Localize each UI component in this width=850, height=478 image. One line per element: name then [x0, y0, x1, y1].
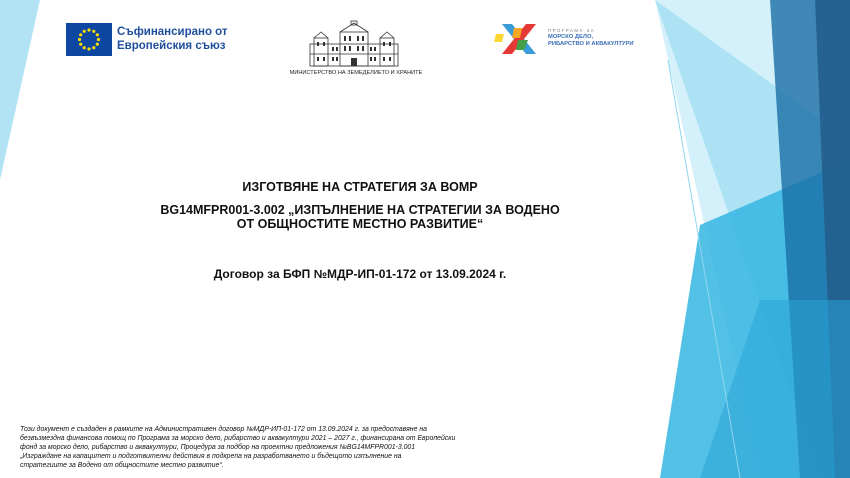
disclaimer-footnote: [20, 426, 588, 471]
footnote-line4: „Изграждане на капацитет и подготвителни действия в подкрепа на разработването и бъдещото изпълнение на: [20, 452, 402, 460]
programme-label: [548, 27, 634, 49]
programme-label-line2: МОРСКО ДЕЛО,: [548, 34, 594, 41]
procedure-subtitle: [100, 203, 620, 231]
eu-cofunded-label: [117, 25, 228, 53]
page-title: ИЗГОТВЯНЕ НА СТРАТЕГИЯ ЗА ВОМР: [242, 180, 478, 194]
eu-label-line1: Съфинансирано от: [117, 26, 228, 38]
eu-label-line2: Европейския съюз: [117, 40, 226, 52]
ministry-building-icon: [304, 20, 404, 68]
footnote-line3: фонд за морско дело, рибарство и аквакултури, Процедура за подбор на проектни предложения №BG14MFPR001-3.001: [20, 443, 416, 451]
eu-flag-icon: [66, 23, 112, 56]
footnote-line2: безвъзмездна финансова помощ по Програма за морско дело, рибарство и аквакултури 2021 – 2027 г., финансирана от Европейски: [20, 434, 456, 442]
programme-label-line1: ПРОГРАМА ЗА: [548, 28, 596, 33]
footnote-line1: Този документ е създаден в рамките на Административен договор №МДР-ИП-01-172 от 13.09.2024 г. за предоставяне на: [20, 426, 427, 433]
programme-x-logo-icon: [494, 20, 544, 58]
subtitle-line2: ОТ ОБЩНОСТИТЕ МЕСТНО РАЗВИТИЕ“: [236, 217, 484, 231]
left-light-triangle: [0, 0, 40, 180]
subtitle-line1: BG14MFPR001-3.002 „ИЗПЪЛНЕНИЕ НА СТРАТЕГИИ ЗА ВОДЕНО: [160, 203, 560, 217]
programme-label-line3: РИБАРСТВО И АКВАКУЛТУРИ: [548, 41, 634, 48]
ministry-name: МИНИСТЕРСТВО НА ЗЕМЕДЕЛИЕТО И ХРАНИТЕ: [289, 70, 423, 76]
footnote-line5: стратегиите за Водено от общностите местно развитие“.: [20, 461, 224, 469]
contract-reference: Договор за БФП №МДР-ИП-01-172 от 13.09.2024 г.: [213, 267, 507, 281]
